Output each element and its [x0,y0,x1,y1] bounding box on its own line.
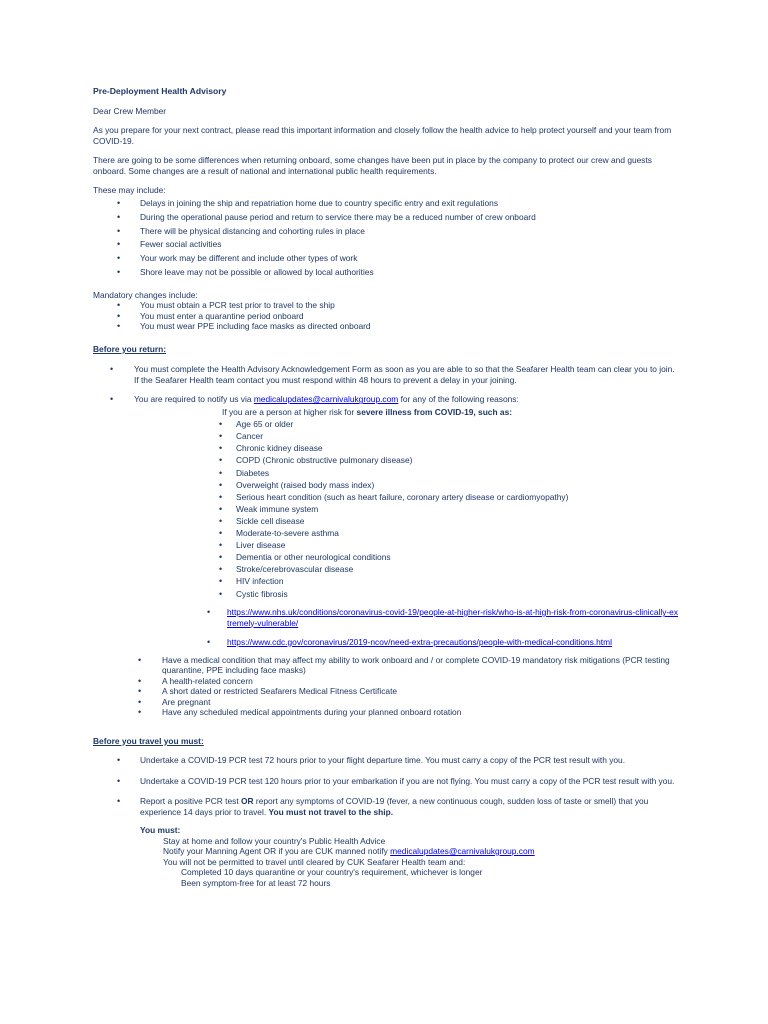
higher-risk-intro: If you are a person at higher risk for severe illness from COVID-19, such as: [222,406,513,417]
mandatory-label: Mandatory changes include: [93,289,198,300]
cdc-link[interactable]: https://www.cdc.gov/coronavirus/2019-ncov/need-extra-precautions/people-with-medical-conditions.html [227,637,612,647]
notify-suffix: for any of the following reasons: [398,394,519,405]
condition-item: • Moderate-to-severe asthma [236,528,678,539]
other-reasons-list [162,655,678,718]
cleared-item: Completed 10 days quarantine or your country's requirement, whichever is longer [181,867,483,877]
list-item: • Undertake a COVID-19 PCR test 72 hours prior to your flight departure time. You must carry a copy of the PCR test result with you. [140,755,678,766]
condition-item: • Cystic fibrosis [236,589,678,600]
list-item: • Report a positive PCR test OR report any symptoms of COVID-19 (fever, a new continuous cough, sudden loss of taste or smell) that you experience 14 days prior to travel. You must not travel to the ship. You must: Stay at home and follow your country's Public Health Advice Notify your Manning Agent OR if you are CUK manned notify medicalupdates@carnivalukgroup.com You will not be permitted to travel until cleared by CUK Seafarer Health team and: Completed 10 days quarantine or your country's requirement, whichever is longer Been symptom-free for at least 72 hours [140,796,678,888]
list-item: • Your work may be different and include other types of work [140,253,678,264]
list-item: • You must obtain a PCR test prior to travel to the ship [140,300,678,311]
before-travel-list [140,755,678,888]
list-item: • Shore leave may not be possible or allowed by local authorities [140,267,678,278]
list-item: • Fewer social activities [140,239,678,250]
reference-links-list [227,607,678,648]
not-permitted-line: You will not be permitted to travel until cleared by CUK Seafarer Health team and: [163,856,466,867]
condition-item: • Cancer [236,431,678,442]
list-item: • Undertake a COVID-19 PCR test 120 hours prior to your embarkation if you are not flying. You must carry a copy of the PCR test result with you. [140,776,678,787]
condition-item: • Serious heart condition (such as heart failure, coronary artery disease or cardiomyopathy) [236,492,678,503]
list-item: • A health-related concern [162,676,678,687]
list-item [227,637,678,648]
notify-prefix: You are required to notify us via [134,394,254,405]
or-bold: OR [241,796,254,806]
condition-item: • Overweight (raised body mass index) [236,480,678,491]
notify-line: Notify your Manning Agent OR if you are CUK manned notify medicalupdates@carnivalukgroup.com [163,846,535,856]
intro-paragraph-2: There are going to be some differences when returning onboard, some changes have been put in place by the company to protect our crew and guests onboard. Some changes are a result of national and international public health requirements. [93,155,652,176]
list-item: • During the operational pause period and return to service there may be a reduced number of crew onboard [140,212,678,223]
you-must-label: You must: [140,825,181,835]
medical-updates-email-link[interactable]: medicalupdates@carnivalukgroup.com [253,394,399,405]
cleared-item: Been symptom-free for at least 72 hours [181,877,331,888]
condition-item: • COPD (Chronic obstructive pulmonary disease) [236,455,678,466]
list-item: • Are pregnant [162,697,678,708]
may-include-list [140,198,678,278]
condition-item: • Weak immune system [236,504,678,515]
list-item: • You must complete the Health Advisory Acknowledgement Form as soon as you are able to so that the Seafarer Health team can clear you to join. If the Seafarer Health team contact you must respond within 48 hours to prevent a delay in your joining. [134,364,678,385]
must-not-travel-bold: You must not travel to the ship. [268,806,394,817]
list-item [227,607,678,628]
higher-risk-bold: severe illness from COVID-19, such as: [356,406,513,417]
before-return-list [134,364,678,647]
list-item: • A short dated or restricted Seafarers Medical Fitness Certificate [162,686,678,697]
list-item: • Have any scheduled medical appointments during your planned onboard rotation [162,707,678,718]
before-travel-heading: Before you travel you must: [93,735,204,746]
list-item: • Delays in joining the ship and repatriation home due to country specific entry and exit regulations [140,198,678,209]
list-item: • Have a medical condition that may affect my ability to work onboard and / or complete COVID-19 mandatory risk mitigations (PCR testing quarantine, PPE including face masks) [162,655,678,676]
condition-item: • Sickle cell disease [236,516,678,527]
condition-item: • Stroke/cerebrovascular disease [236,564,678,575]
condition-item: • Chronic kidney disease [236,443,678,454]
medical-updates-email-link-2[interactable]: medicalupdates@carnivalukgroup.com [390,846,535,856]
list-item: • There will be physical distancing and cohorting rules in place [140,226,678,237]
intro-paragraph-1: As you prepare for your next contract, please read this important information and closely follow the health advice to help protect yourself and your team from COVID-19. [93,125,672,146]
document-title: Pre-Deployment Health Advisory [93,86,227,96]
stay-home-line: Stay at home and follow your country's Public Health Advice [163,835,386,846]
list-item: • You must wear PPE including face masks as directed onboard [140,321,678,332]
before-return-heading: Before you return: [93,343,167,354]
may-include-label: These may include: [93,185,166,196]
nhs-link[interactable]: https://www.nhs.uk/conditions/coronavirus-covid-19/people-at-higher-risk/who-is-at-high-risk-from-coronavirus-clinically-extremely-vulnerable/ [227,607,679,628]
condition-item: • Diabetes [236,468,678,479]
conditions-list [236,419,678,599]
condition-item: • HIV infection [236,576,678,587]
mandatory-list [140,300,678,332]
greeting: Dear Crew Member [93,105,167,116]
list-item: • You must enter a quarantine period onboard [140,311,678,322]
list-item [134,394,678,647]
condition-item: • Age 65 or older [236,419,678,430]
advisory-document [93,86,678,898]
condition-item: • Liver disease [236,540,678,551]
condition-item: • Dementia or other neurological conditions [236,552,678,563]
